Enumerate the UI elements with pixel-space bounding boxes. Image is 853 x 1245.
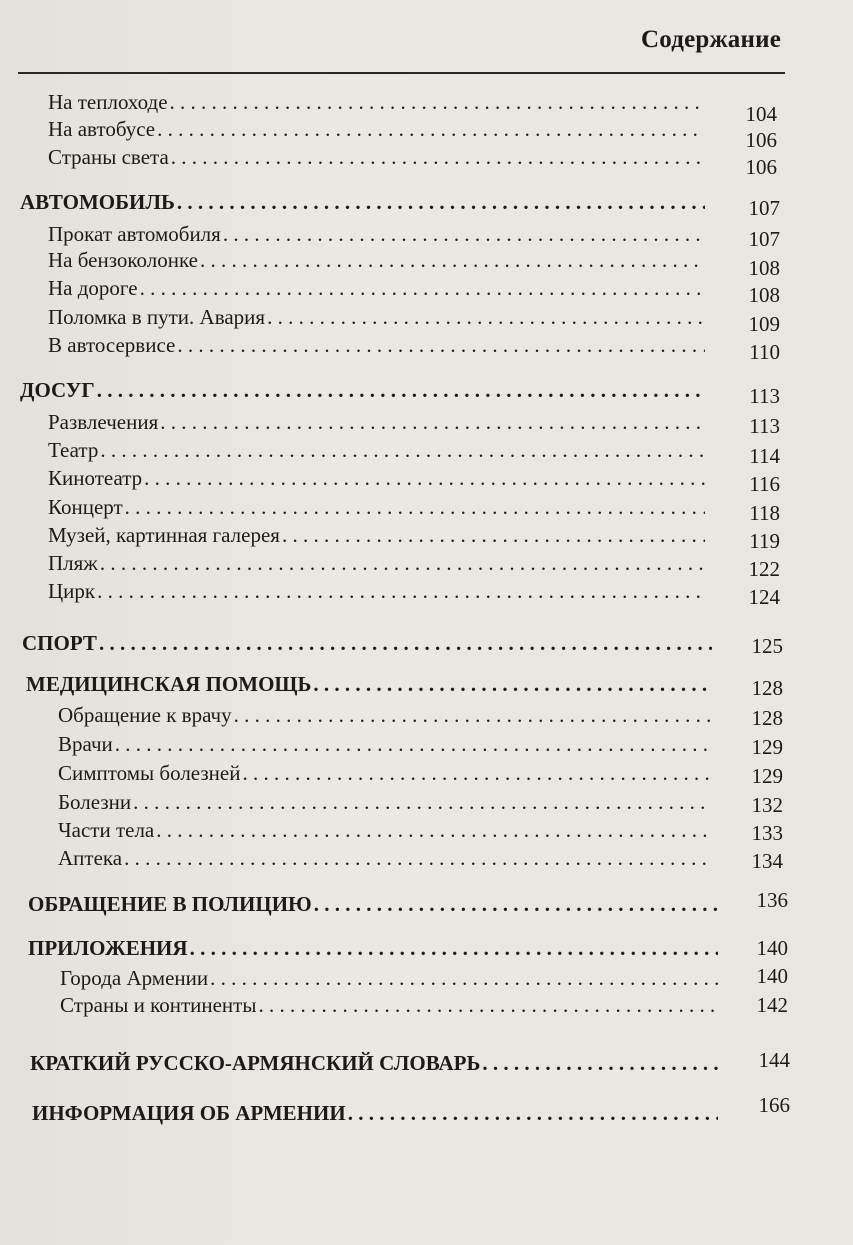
dot-leader	[313, 672, 712, 697]
toc-entry-label: МЕДИЦИНСКАЯ ПОМОЩЬ	[26, 672, 312, 696]
toc-entry-label: На теплоходе	[48, 90, 168, 114]
toc-page-number: 108	[748, 283, 780, 307]
toc-page-number: 114	[749, 444, 780, 468]
toc-entry	[58, 703, 712, 728]
dot-leader	[133, 790, 712, 815]
dot-leader	[160, 410, 705, 435]
toc-entry	[48, 222, 705, 247]
dot-leader	[267, 305, 705, 330]
dot-leader	[177, 333, 705, 358]
toc-entry	[58, 732, 712, 757]
toc-entry-label: ДОСУГ	[20, 378, 95, 402]
toc-page-number: 122	[748, 557, 780, 581]
toc-page-number: 107	[748, 227, 780, 251]
toc-page-number: 106	[745, 155, 777, 179]
toc-entry-label: Аптека	[58, 846, 123, 870]
toc-page-number: 106	[745, 128, 777, 152]
toc-page-number: 128	[751, 676, 783, 700]
toc-section	[22, 631, 712, 656]
dot-leader	[100, 438, 705, 463]
toc-entry-label: На дороге	[48, 276, 138, 300]
toc-entry	[48, 117, 700, 142]
dot-leader	[190, 936, 718, 961]
dot-leader	[115, 732, 712, 757]
toc-entry	[60, 966, 718, 991]
toc-page-number: 124	[748, 585, 780, 609]
dot-leader	[124, 846, 712, 871]
dot-leader	[282, 523, 705, 548]
toc-entry-label: Страны света	[48, 145, 169, 169]
toc-entry-label: В автосервисе	[48, 333, 176, 357]
toc-page-number: 107	[748, 196, 780, 220]
toc-page-number: 132	[751, 793, 783, 817]
toc-entry	[48, 333, 705, 358]
toc-page-number: 128	[751, 706, 783, 730]
toc-entry	[58, 818, 712, 843]
toc-entry	[48, 523, 705, 548]
toc-entry	[48, 466, 705, 491]
toc-page-number: 142	[756, 993, 788, 1017]
toc-entry-label: Концерт	[48, 495, 123, 519]
toc-entry-label: Кинотеатр	[48, 466, 143, 490]
toc-page-number: 134	[751, 849, 783, 873]
toc-page-number: 166	[758, 1093, 790, 1117]
dot-leader	[144, 466, 705, 491]
toc-page-number: 129	[751, 764, 783, 788]
dot-leader	[97, 579, 705, 604]
toc-entry-label: Обращение к врачу	[58, 703, 232, 727]
toc-section	[20, 190, 705, 215]
toc-page-number: 136	[756, 888, 788, 912]
dot-leader	[157, 117, 700, 142]
toc-entry-label: КРАТКИЙ РУССКО-АРМЯНСКИЙ СЛОВАРЬ	[30, 1051, 481, 1075]
toc-page-number: 133	[751, 821, 783, 845]
dot-leader	[242, 761, 712, 786]
toc-entry-label: На автобусе	[48, 117, 156, 141]
dot-leader	[171, 145, 700, 170]
toc-entry-label: Части тела	[58, 818, 155, 842]
toc-entry	[48, 551, 705, 576]
dot-leader	[156, 818, 712, 843]
dot-leader	[100, 551, 705, 576]
toc-page-number: 110	[749, 340, 780, 364]
toc-page-number: 116	[749, 472, 780, 496]
dot-leader	[200, 248, 705, 273]
dot-leader	[482, 1051, 718, 1076]
toc-entry-label: Пляж	[48, 551, 98, 575]
dot-leader	[177, 190, 705, 215]
toc-entry	[48, 145, 700, 170]
toc-entry-label: Города Армении	[60, 966, 209, 990]
toc-page-number: 113	[749, 384, 780, 408]
toc-entry-label: СПОРТ	[22, 631, 97, 655]
toc-entry	[60, 993, 718, 1018]
toc-section	[32, 1101, 718, 1126]
toc-page-number: 109	[748, 312, 780, 336]
toc-entry-label: ПРИЛОЖЕНИЯ	[28, 936, 188, 960]
dot-leader	[125, 495, 705, 520]
toc-page-number: 140	[756, 964, 788, 988]
toc-page-number: 113	[749, 414, 780, 438]
toc-entry-label: Страны и континенты	[60, 993, 257, 1017]
toc-entry-label: АВТОМОБИЛЬ	[20, 190, 175, 214]
toc-entry-label: На бензоколонке	[48, 248, 198, 272]
toc-entry	[58, 790, 712, 815]
toc-entry-label: Прокат автомобиля	[48, 222, 221, 246]
toc-entry-label: ОБРАЩЕНИЕ В ПОЛИЦИЮ	[28, 892, 312, 916]
toc-page-number: 119	[749, 529, 780, 553]
toc-entry	[48, 305, 705, 330]
header-rule	[18, 72, 785, 74]
toc-entry	[48, 579, 705, 604]
dot-leader	[234, 703, 712, 728]
dot-leader	[258, 993, 718, 1018]
toc-page-number: 140	[756, 936, 788, 960]
page-title: Содержание	[640, 26, 781, 53]
toc-section	[30, 1051, 718, 1076]
dot-leader	[210, 966, 718, 991]
toc-page-number: 118	[749, 501, 780, 525]
toc-entry-label: Музей, картинная галерея	[48, 523, 280, 547]
toc-entry	[48, 276, 705, 301]
toc-entry	[48, 90, 700, 115]
toc-entry	[48, 248, 705, 273]
toc-entry	[48, 410, 705, 435]
toc-section	[28, 892, 718, 917]
toc-section	[20, 378, 705, 403]
toc-entry-label: Театр	[48, 438, 99, 462]
toc-entry-label: Цирк	[48, 579, 96, 603]
toc-entry-label: ИНФОРМАЦИЯ ОБ АРМЕНИИ	[32, 1101, 346, 1125]
dot-leader	[97, 378, 705, 403]
dot-leader	[140, 276, 705, 301]
toc-page-number: 108	[748, 256, 780, 280]
toc-page-number: 125	[751, 634, 783, 658]
toc-entry-label: Симптомы болезней	[58, 761, 241, 785]
toc-page-number: 144	[758, 1048, 790, 1072]
dot-leader	[170, 90, 700, 115]
toc-page-number: 104	[745, 102, 777, 126]
toc-entry	[58, 846, 712, 871]
toc-entry-label: Врачи	[58, 732, 113, 756]
dot-leader	[314, 892, 718, 917]
toc-entry	[58, 761, 712, 786]
toc-section	[28, 936, 718, 961]
toc-page-number: 129	[751, 735, 783, 759]
dot-leader	[348, 1101, 718, 1126]
toc-entry	[48, 495, 705, 520]
toc-entry-label: Болезни	[58, 790, 132, 814]
toc-entry-label: Поломка в пути. Авария	[48, 305, 266, 329]
dot-leader	[223, 222, 705, 247]
toc-entry	[48, 438, 705, 463]
toc-section	[26, 672, 712, 697]
dot-leader	[99, 631, 712, 656]
toc-entry-label: Развлечения	[48, 410, 159, 434]
